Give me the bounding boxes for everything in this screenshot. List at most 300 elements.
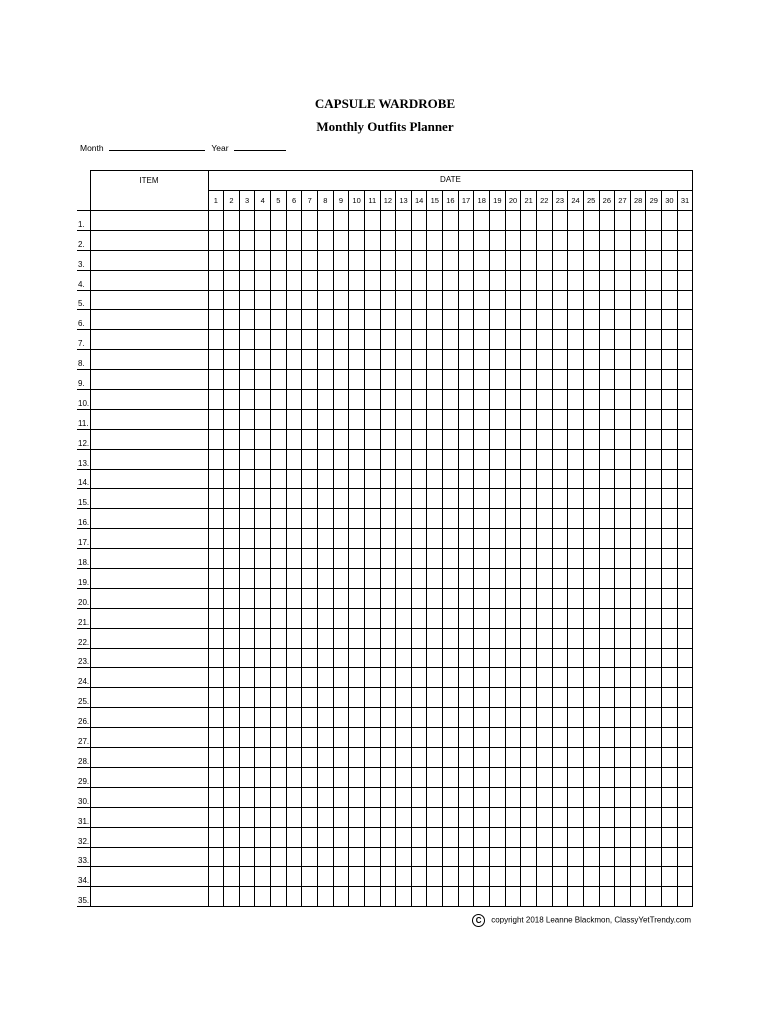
day-cell[interactable] [568, 827, 584, 847]
day-cell[interactable] [443, 211, 459, 231]
day-cell[interactable] [474, 211, 490, 231]
item-cell[interactable] [90, 270, 208, 290]
day-cell[interactable] [396, 807, 412, 827]
day-cell[interactable] [302, 409, 318, 429]
day-cell[interactable] [615, 429, 631, 449]
day-cell[interactable] [568, 429, 584, 449]
day-cell[interactable] [333, 608, 349, 628]
day-cell[interactable] [521, 509, 537, 529]
day-cell[interactable] [662, 668, 678, 688]
day-cell[interactable] [568, 767, 584, 787]
day-cell[interactable] [255, 588, 271, 608]
day-cell[interactable] [536, 787, 552, 807]
day-cell[interactable] [474, 529, 490, 549]
day-cell[interactable] [630, 549, 646, 569]
month-blank[interactable] [109, 142, 205, 151]
day-cell[interactable] [630, 529, 646, 549]
day-cell[interactable] [490, 529, 506, 549]
day-cell[interactable] [505, 867, 521, 887]
day-cell[interactable] [411, 847, 427, 867]
day-cell[interactable] [536, 230, 552, 250]
day-cell[interactable] [317, 787, 333, 807]
day-cell[interactable] [599, 668, 615, 688]
day-cell[interactable] [677, 449, 693, 469]
day-cell[interactable] [536, 688, 552, 708]
day-cell[interactable] [630, 330, 646, 350]
day-cell[interactable] [208, 867, 224, 887]
day-cell[interactable] [317, 549, 333, 569]
day-cell[interactable] [411, 469, 427, 489]
day-cell[interactable] [271, 350, 287, 370]
day-cell[interactable] [239, 569, 255, 589]
day-cell[interactable] [458, 350, 474, 370]
day-cell[interactable] [615, 608, 631, 628]
day-cell[interactable] [302, 549, 318, 569]
day-cell[interactable] [286, 529, 302, 549]
day-cell[interactable] [662, 310, 678, 330]
day-cell[interactable] [208, 211, 224, 231]
day-cell[interactable] [490, 648, 506, 668]
day-cell[interactable] [255, 867, 271, 887]
day-cell[interactable] [224, 390, 240, 410]
day-cell[interactable] [490, 310, 506, 330]
day-cell[interactable] [224, 748, 240, 768]
day-cell[interactable] [490, 409, 506, 429]
day-cell[interactable] [552, 569, 568, 589]
day-cell[interactable] [474, 688, 490, 708]
day-cell[interactable] [364, 489, 380, 509]
day-cell[interactable] [583, 549, 599, 569]
day-cell[interactable] [568, 290, 584, 310]
day-cell[interactable] [239, 409, 255, 429]
day-cell[interactable] [271, 330, 287, 350]
day-cell[interactable] [505, 330, 521, 350]
day-cell[interactable] [349, 887, 365, 907]
day-cell[interactable] [317, 827, 333, 847]
day-cell[interactable] [255, 469, 271, 489]
day-cell[interactable] [505, 628, 521, 648]
day-cell[interactable] [474, 489, 490, 509]
day-cell[interactable] [521, 787, 537, 807]
day-cell[interactable] [380, 787, 396, 807]
day-cell[interactable] [599, 867, 615, 887]
day-cell[interactable] [599, 370, 615, 390]
day-cell[interactable] [615, 529, 631, 549]
day-cell[interactable] [646, 211, 662, 231]
day-cell[interactable] [286, 708, 302, 728]
day-cell[interactable] [490, 370, 506, 390]
day-cell[interactable] [505, 290, 521, 310]
day-cell[interactable] [599, 230, 615, 250]
day-cell[interactable] [521, 668, 537, 688]
day-cell[interactable] [286, 489, 302, 509]
day-cell[interactable] [662, 529, 678, 549]
day-cell[interactable] [411, 529, 427, 549]
day-cell[interactable] [349, 668, 365, 688]
day-cell[interactable] [505, 230, 521, 250]
day-cell[interactable] [427, 230, 443, 250]
day-cell[interactable] [662, 767, 678, 787]
day-cell[interactable] [552, 449, 568, 469]
day-cell[interactable] [411, 588, 427, 608]
day-cell[interactable] [536, 211, 552, 231]
day-cell[interactable] [349, 310, 365, 330]
day-cell[interactable] [427, 728, 443, 748]
day-cell[interactable] [505, 569, 521, 589]
day-cell[interactable] [427, 787, 443, 807]
day-cell[interactable] [458, 648, 474, 668]
day-cell[interactable] [443, 390, 459, 410]
day-cell[interactable] [630, 270, 646, 290]
day-cell[interactable] [271, 469, 287, 489]
day-cell[interactable] [255, 767, 271, 787]
day-cell[interactable] [490, 688, 506, 708]
day-cell[interactable] [333, 211, 349, 231]
day-cell[interactable] [505, 270, 521, 290]
day-cell[interactable] [583, 390, 599, 410]
day-cell[interactable] [677, 787, 693, 807]
day-cell[interactable] [271, 290, 287, 310]
day-cell[interactable] [474, 509, 490, 529]
day-cell[interactable] [411, 648, 427, 668]
day-cell[interactable] [380, 549, 396, 569]
day-cell[interactable] [224, 887, 240, 907]
day-cell[interactable] [255, 748, 271, 768]
day-cell[interactable] [630, 688, 646, 708]
day-cell[interactable] [583, 847, 599, 867]
day-cell[interactable] [271, 250, 287, 270]
day-cell[interactable] [583, 509, 599, 529]
day-cell[interactable] [302, 827, 318, 847]
day-cell[interactable] [208, 588, 224, 608]
day-cell[interactable] [255, 250, 271, 270]
day-cell[interactable] [427, 350, 443, 370]
day-cell[interactable] [662, 628, 678, 648]
day-cell[interactable] [380, 211, 396, 231]
day-cell[interactable] [411, 370, 427, 390]
day-cell[interactable] [443, 847, 459, 867]
day-cell[interactable] [646, 270, 662, 290]
day-cell[interactable] [317, 310, 333, 330]
day-cell[interactable] [271, 489, 287, 509]
day-cell[interactable] [552, 390, 568, 410]
day-cell[interactable] [677, 688, 693, 708]
day-cell[interactable] [380, 708, 396, 728]
day-cell[interactable] [349, 847, 365, 867]
day-cell[interactable] [239, 250, 255, 270]
day-cell[interactable] [271, 211, 287, 231]
day-cell[interactable] [380, 290, 396, 310]
day-cell[interactable] [443, 569, 459, 589]
day-cell[interactable] [646, 668, 662, 688]
day-cell[interactable] [599, 847, 615, 867]
day-cell[interactable] [208, 688, 224, 708]
day-cell[interactable] [255, 549, 271, 569]
day-cell[interactable] [396, 310, 412, 330]
day-cell[interactable] [364, 310, 380, 330]
day-cell[interactable] [490, 668, 506, 688]
day-cell[interactable] [380, 569, 396, 589]
day-cell[interactable] [208, 489, 224, 509]
day-cell[interactable] [505, 449, 521, 469]
day-cell[interactable] [615, 569, 631, 589]
day-cell[interactable] [224, 728, 240, 748]
day-cell[interactable] [224, 449, 240, 469]
day-cell[interactable] [302, 449, 318, 469]
day-cell[interactable] [396, 588, 412, 608]
day-cell[interactable] [474, 250, 490, 270]
day-cell[interactable] [521, 270, 537, 290]
day-cell[interactable] [364, 390, 380, 410]
day-cell[interactable] [286, 807, 302, 827]
day-cell[interactable] [677, 867, 693, 887]
day-cell[interactable] [458, 469, 474, 489]
day-cell[interactable] [427, 390, 443, 410]
day-cell[interactable] [599, 449, 615, 469]
day-cell[interactable] [490, 887, 506, 907]
day-cell[interactable] [677, 290, 693, 310]
day-cell[interactable] [458, 270, 474, 290]
day-cell[interactable] [474, 409, 490, 429]
day-cell[interactable] [552, 648, 568, 668]
day-cell[interactable] [380, 350, 396, 370]
day-cell[interactable] [333, 469, 349, 489]
day-cell[interactable] [677, 807, 693, 827]
day-cell[interactable] [443, 588, 459, 608]
day-cell[interactable] [490, 489, 506, 509]
day-cell[interactable] [599, 688, 615, 708]
item-cell[interactable] [90, 807, 208, 827]
day-cell[interactable] [411, 390, 427, 410]
day-cell[interactable] [239, 787, 255, 807]
day-cell[interactable] [333, 588, 349, 608]
day-cell[interactable] [302, 230, 318, 250]
day-cell[interactable] [630, 867, 646, 887]
day-cell[interactable] [458, 489, 474, 509]
day-cell[interactable] [646, 569, 662, 589]
day-cell[interactable] [474, 270, 490, 290]
day-cell[interactable] [474, 549, 490, 569]
day-cell[interactable] [458, 409, 474, 429]
day-cell[interactable] [208, 608, 224, 628]
day-cell[interactable] [224, 469, 240, 489]
day-cell[interactable] [427, 211, 443, 231]
day-cell[interactable] [364, 708, 380, 728]
day-cell[interactable] [615, 688, 631, 708]
day-cell[interactable] [536, 250, 552, 270]
day-cell[interactable] [474, 429, 490, 449]
day-cell[interactable] [286, 409, 302, 429]
day-cell[interactable] [474, 569, 490, 589]
day-cell[interactable] [286, 748, 302, 768]
day-cell[interactable] [286, 310, 302, 330]
day-cell[interactable] [536, 708, 552, 728]
day-cell[interactable] [349, 370, 365, 390]
day-cell[interactable] [208, 469, 224, 489]
day-cell[interactable] [615, 767, 631, 787]
day-cell[interactable] [458, 290, 474, 310]
day-cell[interactable] [615, 807, 631, 827]
day-cell[interactable] [662, 211, 678, 231]
day-cell[interactable] [615, 310, 631, 330]
day-cell[interactable] [427, 370, 443, 390]
day-cell[interactable] [255, 628, 271, 648]
day-cell[interactable] [599, 628, 615, 648]
day-cell[interactable] [443, 409, 459, 429]
day-cell[interactable] [427, 767, 443, 787]
day-cell[interactable] [239, 549, 255, 569]
day-cell[interactable] [615, 588, 631, 608]
day-cell[interactable] [239, 708, 255, 728]
day-cell[interactable] [302, 270, 318, 290]
day-cell[interactable] [255, 787, 271, 807]
day-cell[interactable] [505, 847, 521, 867]
day-cell[interactable] [443, 310, 459, 330]
day-cell[interactable] [630, 509, 646, 529]
day-cell[interactable] [583, 827, 599, 847]
day-cell[interactable] [583, 648, 599, 668]
day-cell[interactable] [208, 569, 224, 589]
day-cell[interactable] [552, 409, 568, 429]
day-cell[interactable] [286, 290, 302, 310]
day-cell[interactable] [583, 310, 599, 330]
day-cell[interactable] [364, 748, 380, 768]
day-cell[interactable] [208, 390, 224, 410]
day-cell[interactable] [396, 469, 412, 489]
day-cell[interactable] [302, 509, 318, 529]
item-cell[interactable] [90, 867, 208, 887]
day-cell[interactable] [443, 469, 459, 489]
day-cell[interactable] [615, 509, 631, 529]
day-cell[interactable] [646, 509, 662, 529]
day-cell[interactable] [411, 569, 427, 589]
day-cell[interactable] [536, 350, 552, 370]
day-cell[interactable] [552, 588, 568, 608]
day-cell[interactable] [474, 370, 490, 390]
day-cell[interactable] [677, 489, 693, 509]
day-cell[interactable] [458, 688, 474, 708]
day-cell[interactable] [286, 588, 302, 608]
item-cell[interactable] [90, 290, 208, 310]
day-cell[interactable] [208, 807, 224, 827]
day-cell[interactable] [208, 449, 224, 469]
day-cell[interactable] [583, 290, 599, 310]
day-cell[interactable] [411, 409, 427, 429]
day-cell[interactable] [630, 887, 646, 907]
day-cell[interactable] [552, 767, 568, 787]
day-cell[interactable] [239, 330, 255, 350]
day-cell[interactable] [427, 608, 443, 628]
item-cell[interactable] [90, 588, 208, 608]
day-cell[interactable] [427, 867, 443, 887]
day-cell[interactable] [427, 449, 443, 469]
day-cell[interactable] [411, 310, 427, 330]
day-cell[interactable] [271, 569, 287, 589]
day-cell[interactable] [536, 310, 552, 330]
day-cell[interactable] [458, 549, 474, 569]
day-cell[interactable] [458, 668, 474, 688]
day-cell[interactable] [302, 668, 318, 688]
day-cell[interactable] [411, 767, 427, 787]
day-cell[interactable] [677, 668, 693, 688]
day-cell[interactable] [302, 290, 318, 310]
day-cell[interactable] [224, 827, 240, 847]
day-cell[interactable] [443, 489, 459, 509]
day-cell[interactable] [349, 827, 365, 847]
day-cell[interactable] [536, 390, 552, 410]
day-cell[interactable] [677, 390, 693, 410]
day-cell[interactable] [568, 469, 584, 489]
day-cell[interactable] [615, 449, 631, 469]
day-cell[interactable] [662, 569, 678, 589]
day-cell[interactable] [646, 588, 662, 608]
day-cell[interactable] [380, 250, 396, 270]
day-cell[interactable] [364, 250, 380, 270]
day-cell[interactable] [239, 449, 255, 469]
day-cell[interactable] [583, 250, 599, 270]
day-cell[interactable] [505, 807, 521, 827]
day-cell[interactable] [239, 370, 255, 390]
day-cell[interactable] [239, 509, 255, 529]
day-cell[interactable] [208, 708, 224, 728]
day-cell[interactable] [427, 330, 443, 350]
item-cell[interactable] [90, 569, 208, 589]
day-cell[interactable] [615, 350, 631, 370]
day-cell[interactable] [333, 409, 349, 429]
day-cell[interactable] [677, 310, 693, 330]
day-cell[interactable] [255, 668, 271, 688]
day-cell[interactable] [677, 847, 693, 867]
day-cell[interactable] [521, 867, 537, 887]
day-cell[interactable] [396, 230, 412, 250]
day-cell[interactable] [443, 748, 459, 768]
day-cell[interactable] [255, 887, 271, 907]
day-cell[interactable] [411, 270, 427, 290]
day-cell[interactable] [208, 270, 224, 290]
day-cell[interactable] [302, 807, 318, 827]
day-cell[interactable] [443, 688, 459, 708]
day-cell[interactable] [677, 350, 693, 370]
day-cell[interactable] [271, 688, 287, 708]
day-cell[interactable] [568, 569, 584, 589]
day-cell[interactable] [443, 529, 459, 549]
day-cell[interactable] [411, 330, 427, 350]
day-cell[interactable] [646, 330, 662, 350]
day-cell[interactable] [677, 608, 693, 628]
day-cell[interactable] [583, 688, 599, 708]
day-cell[interactable] [271, 509, 287, 529]
day-cell[interactable] [396, 668, 412, 688]
day-cell[interactable] [568, 211, 584, 231]
day-cell[interactable] [427, 708, 443, 728]
day-cell[interactable] [536, 748, 552, 768]
item-cell[interactable] [90, 489, 208, 509]
day-cell[interactable] [505, 668, 521, 688]
item-cell[interactable] [90, 628, 208, 648]
day-cell[interactable] [271, 648, 287, 668]
day-cell[interactable] [224, 708, 240, 728]
day-cell[interactable] [536, 648, 552, 668]
day-cell[interactable] [583, 807, 599, 827]
day-cell[interactable] [677, 509, 693, 529]
day-cell[interactable] [427, 807, 443, 827]
day-cell[interactable] [490, 350, 506, 370]
day-cell[interactable] [568, 370, 584, 390]
day-cell[interactable] [536, 847, 552, 867]
day-cell[interactable] [224, 588, 240, 608]
day-cell[interactable] [396, 827, 412, 847]
day-cell[interactable] [583, 628, 599, 648]
